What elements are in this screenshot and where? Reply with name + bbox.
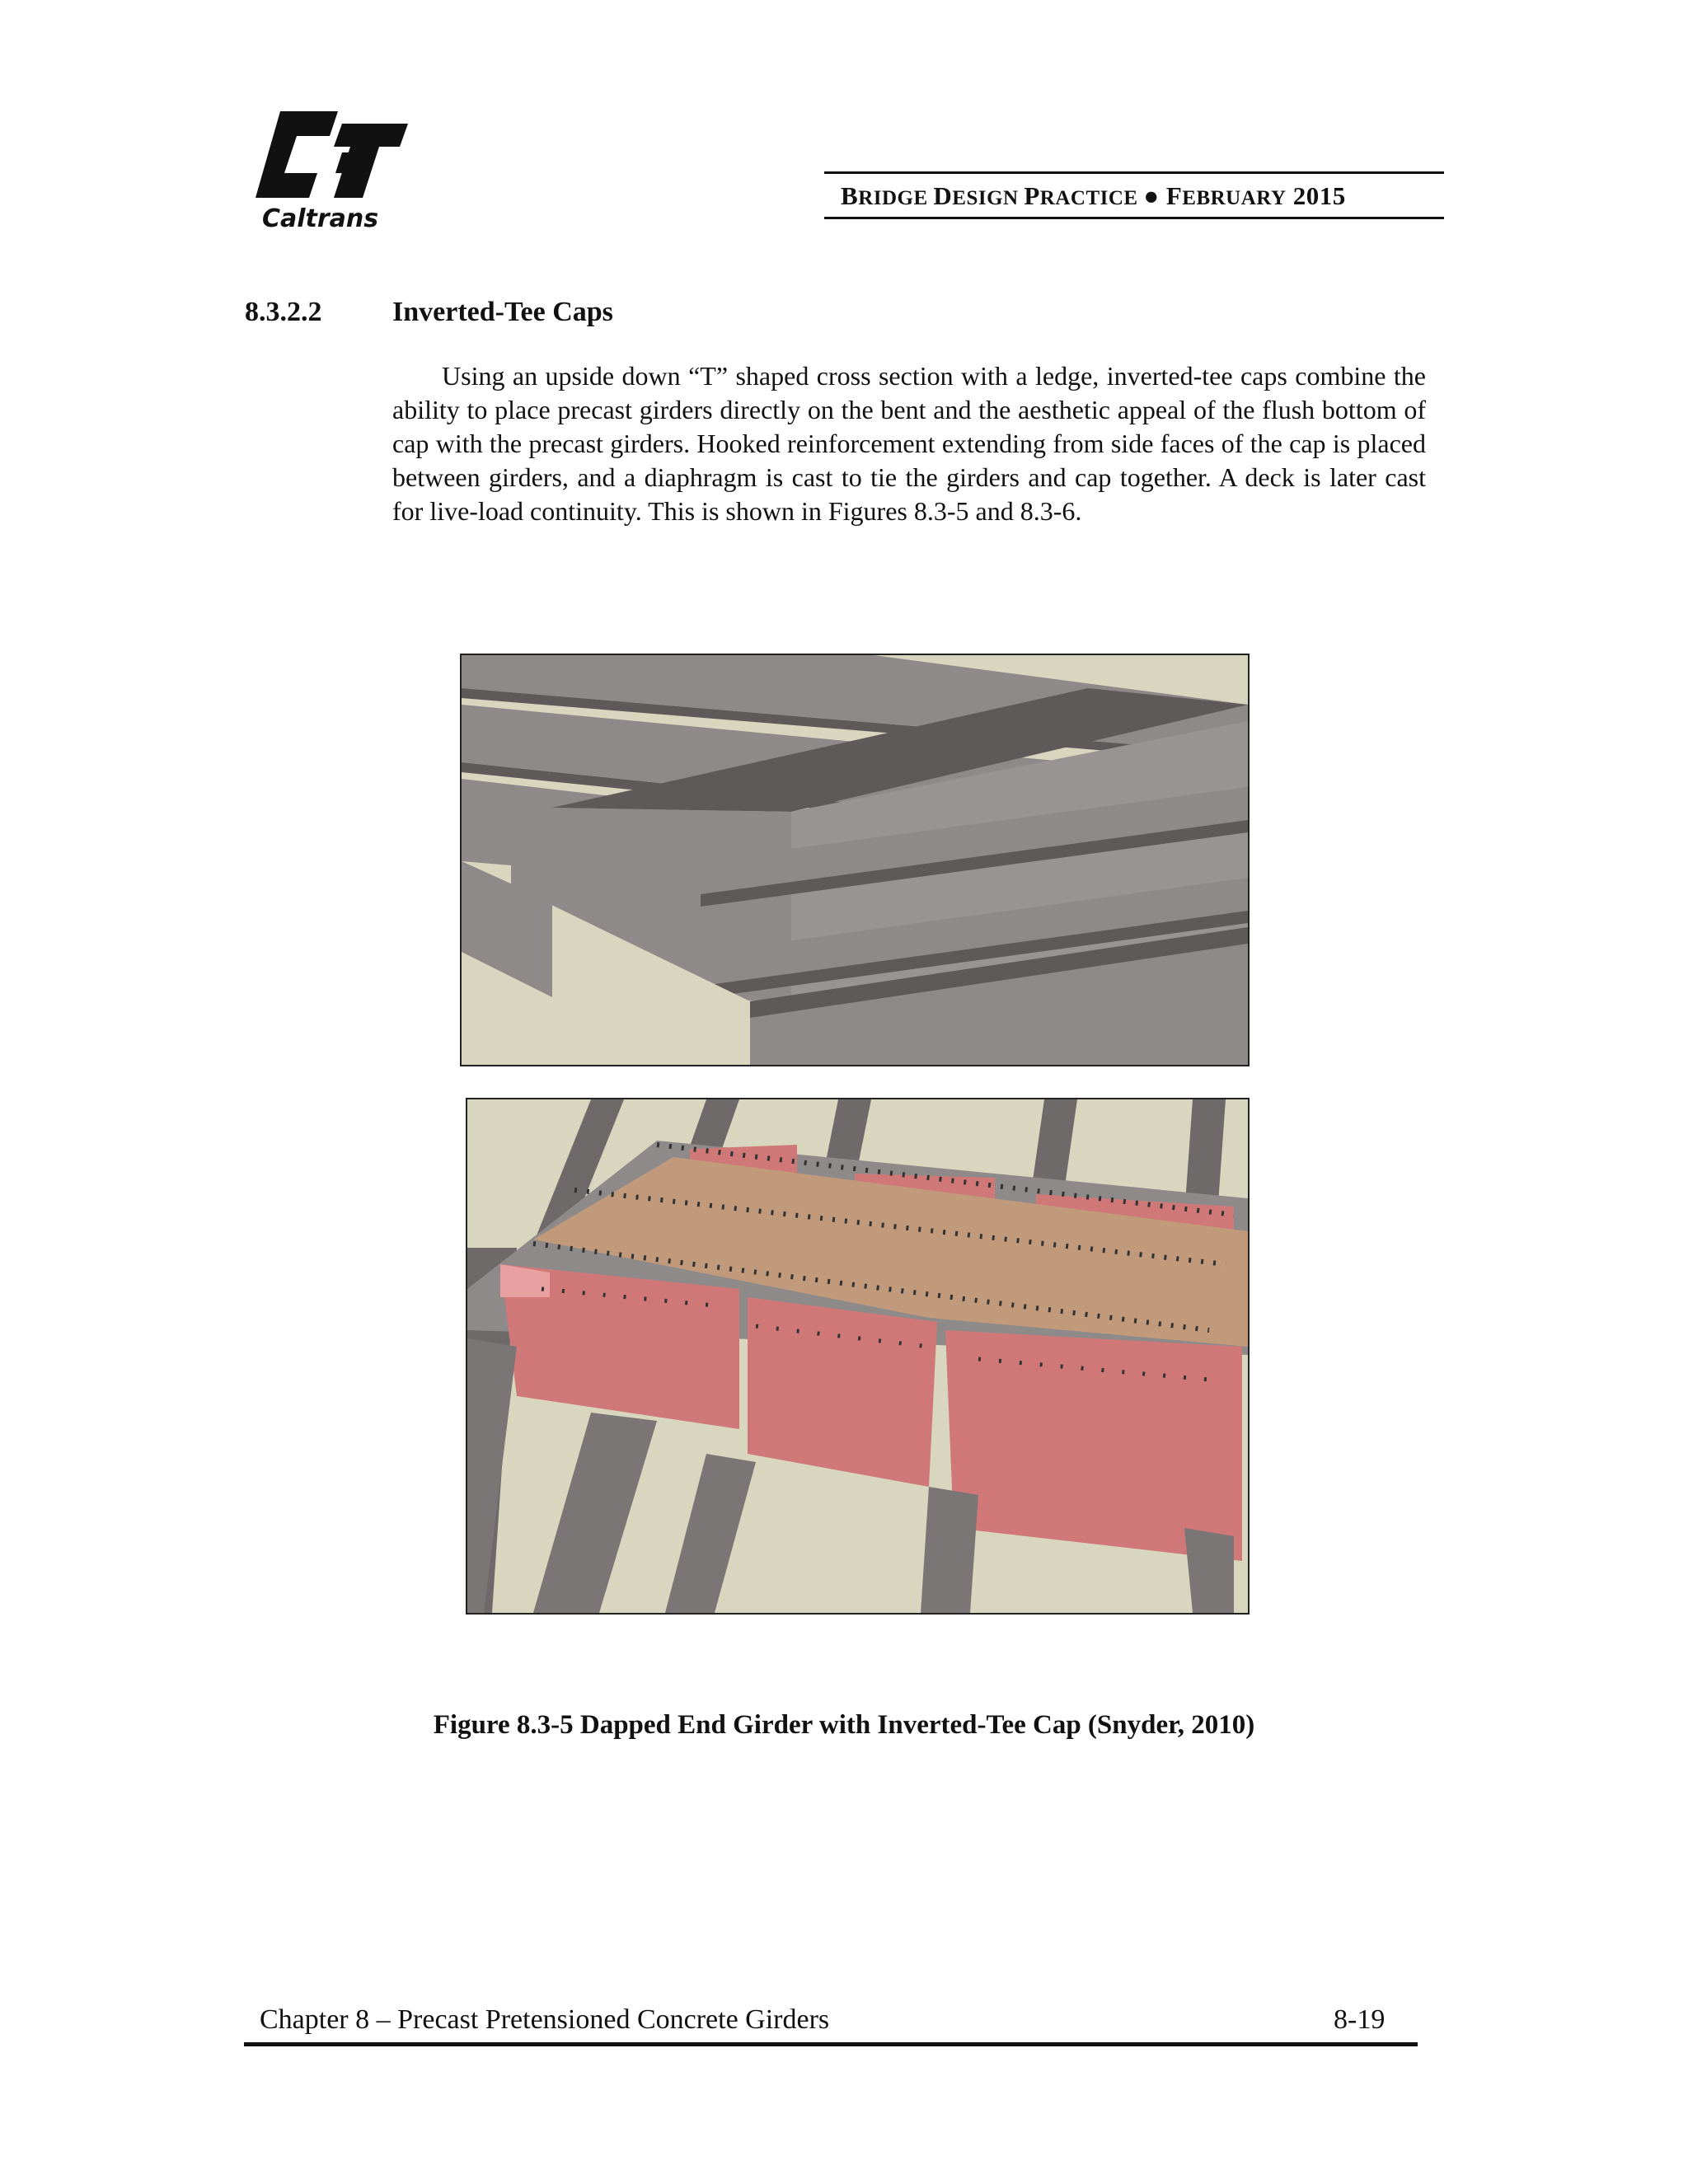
header-rule-bottom [824,217,1444,219]
running-header: BRIDGE DESIGN PRACTICE ● FEBRUARY 2015 [841,181,1346,210]
footer-rule [244,2042,1418,2046]
header-bullet: ● [1143,181,1160,210]
figure-caption: Figure 8.3-5 Dapped End Girder with Inverted-Tee Cap (Snyder, 2010) [433,1710,1255,1740]
section-title: Inverted-Tee Caps [392,297,613,327]
caltrans-logo [247,107,420,231]
section-number: 8.3.2.2 [245,297,322,327]
figure-top-rendering [460,654,1250,1066]
footer-chapter: Chapter 8 – Precast Pretensioned Concrete Girders [260,2004,830,2035]
logo-wordmark: Caltrans [262,204,379,231]
figure-bottom-rendering [466,1098,1250,1615]
body-paragraph: Using an upside down “T” shaped cross section with a ledge, inverted-tee caps combine the ability to place precast girders directly on the bent and the aesthetic appeal of the flush bottom of cap with the precast girders. Hooked reinforcement extending from side faces of the cap is placed between girders, and a diaphragm is cast to tie the girders and cap together. A deck is later cast for live-load continuity. This is shown in Figures 8.3-5 and 8.3-6. [392,361,1426,526]
footer-page-number: 8-19 [1334,2004,1386,2035]
header-rule-top [824,171,1444,174]
